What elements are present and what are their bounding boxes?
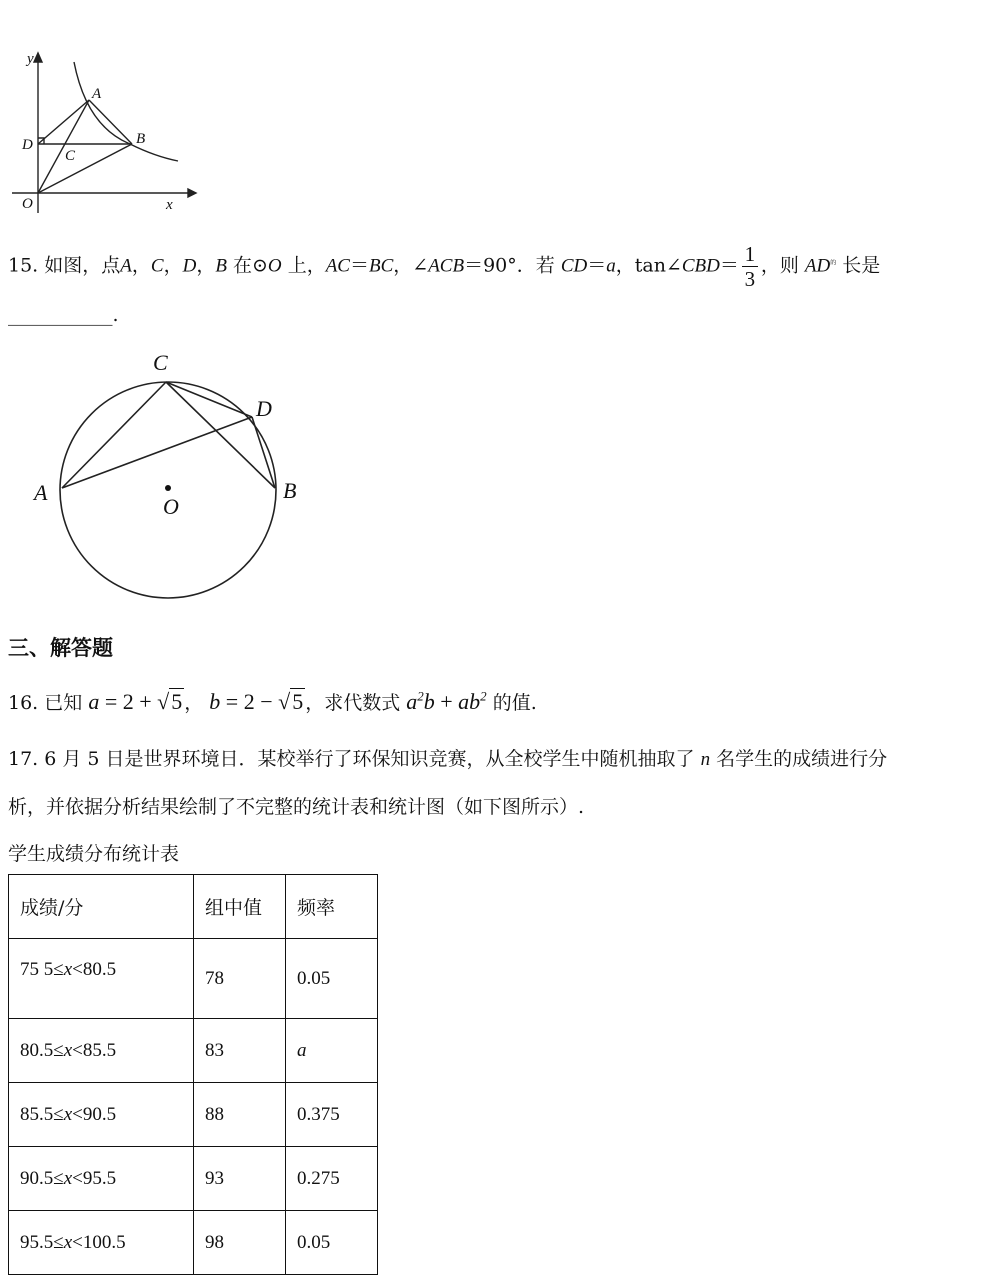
cell-freq: a [286,1019,378,1083]
section-heading: 三、解答题 [8,636,113,660]
question-17-line-2: 析，并依据分析结果绘制了不完整的统计表和统计图（如下图所示）. [8,796,585,818]
label-d: D [256,396,272,421]
label-o: O [163,494,179,519]
header-midvalue: 组中值 [194,875,286,939]
cell-mid: 88 [194,1083,286,1147]
label-a: A [92,86,102,102]
expression-b: b = 2 − √5 [209,689,304,714]
cell-range: 85.5≤x<90.5 [9,1083,194,1147]
x-axis-arrow [188,189,196,197]
question-16-text: 16. 已知 a = 2 + √5 ， b = 2 − √5 ，求代数式 $a^2b + ab^2$ 的值. [8,688,537,714]
header-score: 成绩/分 [9,875,194,939]
y-axis-arrow [34,53,42,62]
question-17-line-1: 17. 6 月 5 日是世界环境日．某校举行了环保知识竞赛，从全校学生中随机抽取了 n 名学生的成绩进行分 [8,748,888,770]
label-c: C [65,148,76,164]
label-d: D [22,137,33,153]
fraction-one-third: $\frac{1}{3}$ [742,242,758,291]
cell-mid: 78 [194,939,286,1019]
label-x: x [166,197,173,213]
hyperbola-curve [74,62,178,161]
table-row [9,939,378,1019]
cell-range: 95.5≤x<100.5 [9,1211,194,1275]
cell-range: 90.5≤x<95.5 [9,1147,194,1211]
label-b: B [136,131,146,147]
figure-circle [20,340,320,610]
label-b: B [283,478,297,503]
segment-ab [89,100,132,144]
table-row [9,1019,378,1083]
expression-a: a = 2 + √5 [88,689,183,714]
figure-coordinate-graph [8,48,198,218]
question-15-text: 15. 如图，点A，C，D，B 在⊙O 上，AC＝BC，∠ACB＝90°．若 CD＝a，tan∠CBD＝ $\frac{1}{3}$ ，则 $AD^的$ 长是 [8,242,881,292]
table-row [9,1147,378,1211]
segment-ac [62,382,166,488]
score-distribution-table [8,874,378,1275]
cell-range: 75 5≤x<80.5 [9,939,194,1019]
label-o: O [22,196,33,212]
cell-freq: 0.375 [286,1083,378,1147]
segment-da [38,100,89,144]
cell-range: 80.5≤x<85.5 [9,1019,194,1083]
table-row [9,1083,378,1147]
label-a: A [34,480,48,505]
center-dot [165,485,171,491]
table-row [9,1211,378,1275]
cell-freq: 0.05 [286,1211,378,1275]
answer-blank: ___________. [8,304,119,326]
cell-mid: 83 [194,1019,286,1083]
cell-freq: 0.05 [286,939,378,1019]
segment-ad [62,417,252,488]
cell-freq: 0.275 [286,1147,378,1211]
header-frequency: 频率 [286,875,378,939]
table-header-row [9,875,378,939]
table-caption: 学生成绩分布统计表 [8,843,180,865]
cell-mid: 98 [194,1211,286,1275]
label-c: C [153,350,168,375]
segment-cd [166,382,252,417]
expression-algebraic: $a^2b + ab^2$ [406,688,487,714]
cell-mid: 93 [194,1147,286,1211]
label-y: y [27,51,34,67]
